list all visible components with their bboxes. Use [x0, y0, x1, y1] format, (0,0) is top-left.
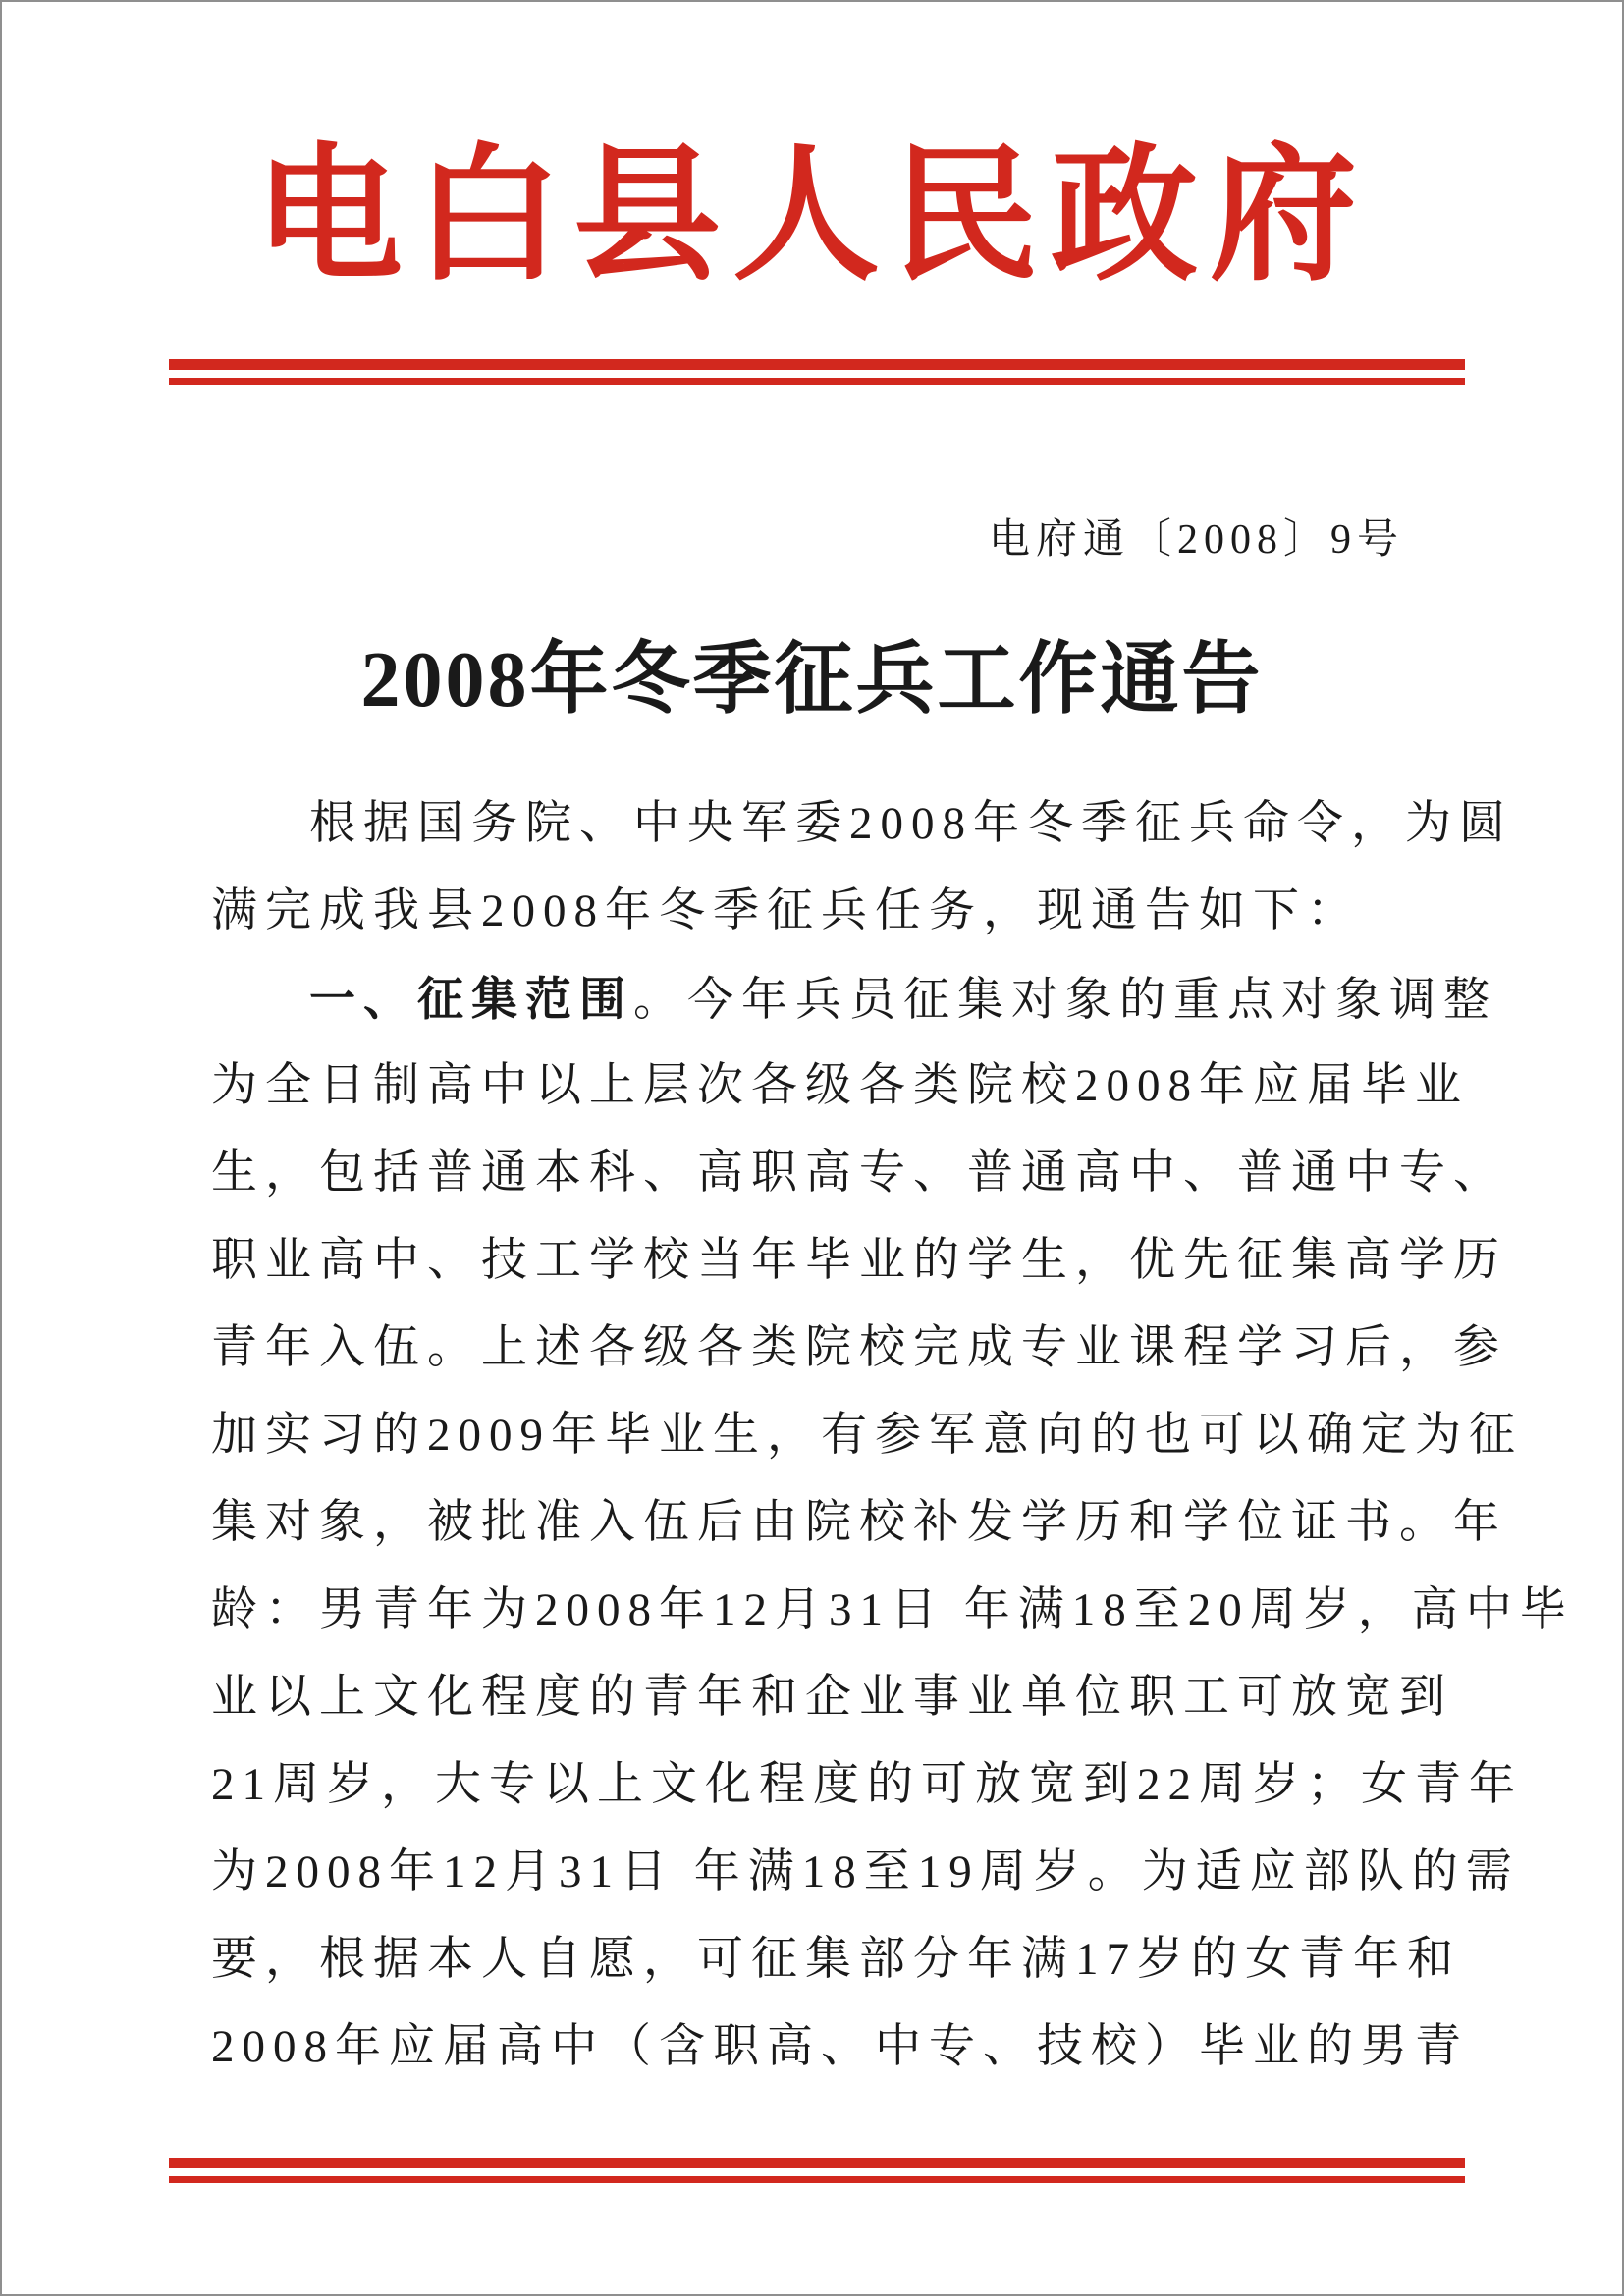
- body-line-text: 集对象，被批准入伍后由院校补发学历和学位证书。年: [211, 1497, 1507, 1548]
- document-title: 2008年冬季征兵工作通告: [360, 637, 1264, 723]
- body-line: [211, 868, 1417, 955]
- body-line-text: 21周岁，大专以上文化程度的可放宽到22周岁；女青年: [211, 1759, 1523, 1810]
- section-heading: 一、征集范围: [309, 973, 633, 1025]
- body-line-text: 加实习的2009年毕业生，有参军意向的也可以确定为征: [211, 1410, 1523, 1461]
- body-line-text: 业以上文化程度的青年和企业事业单位职工可放宽到: [211, 1672, 1453, 1723]
- document-body: [2, 780, 1622, 2091]
- divider-thin-bar: [169, 2176, 1465, 2183]
- body-line-text: 根据国务院、中央军委2008年冬季征兵命令，为圆: [309, 798, 1513, 849]
- body-line-text: 生，包括普通本科、高职高专、普通高中、普通中专、: [211, 1148, 1507, 1199]
- body-line-text: 龄：男青年为2008年12月31日 年满18至20周岁，高中毕: [211, 1584, 1574, 1635]
- footer-divider: [169, 2158, 1465, 2183]
- document-number: 电府通〔2008〕9号: [988, 517, 1404, 562]
- body-line-text: 青年入伍。上述各级各类院校完成专业课程学习后，参: [211, 1322, 1507, 1373]
- government-masthead: 电白县人民政府: [254, 135, 1369, 298]
- body-line-text: 为全日制高中以上层次各级各类院校2008年应届毕业: [211, 1060, 1469, 1111]
- body-line: [211, 1130, 1507, 1217]
- body-line: [211, 1916, 1461, 2003]
- body-line: [211, 1829, 1520, 1916]
- body-line-text: 。今年兵员征集对象的重点对象调整: [633, 975, 1497, 1026]
- body-line-text: 为2008年12月31日 年满18至19周岁。为适应部队的需: [211, 1846, 1520, 1897]
- body-line-text: 满完成我县2008年冬季征兵任务，现通告如下：: [211, 885, 1361, 936]
- body-line: [211, 1479, 1507, 1567]
- body-line: [211, 955, 1497, 1042]
- divider-gap: [169, 2168, 1465, 2176]
- body-line-text: 要，根据本人自愿，可征集部分年满17岁的女青年和: [211, 1934, 1461, 1985]
- body-line: [211, 1217, 1507, 1305]
- divider-thin-bar: [169, 378, 1465, 385]
- divider-gap: [169, 370, 1465, 378]
- body-line-text: 职业高中、技工学校当年毕业的学生，优先征集高学历: [211, 1235, 1507, 1286]
- masthead-divider: [169, 359, 1465, 385]
- body-line: [211, 2003, 1469, 2091]
- body-line: [211, 1392, 1523, 1479]
- body-line: [211, 1654, 1453, 1741]
- body-line: [211, 780, 1513, 868]
- body-line: [211, 1305, 1507, 1392]
- body-line: [211, 1567, 1574, 1654]
- body-line: [211, 1042, 1469, 1130]
- body-line-text: 2008年应届高中（含职高、中专、技校）毕业的男青: [211, 2021, 1469, 2072]
- divider-thick-bar: [169, 2158, 1465, 2168]
- divider-thick-bar: [169, 359, 1465, 370]
- body-line: [211, 1741, 1523, 1829]
